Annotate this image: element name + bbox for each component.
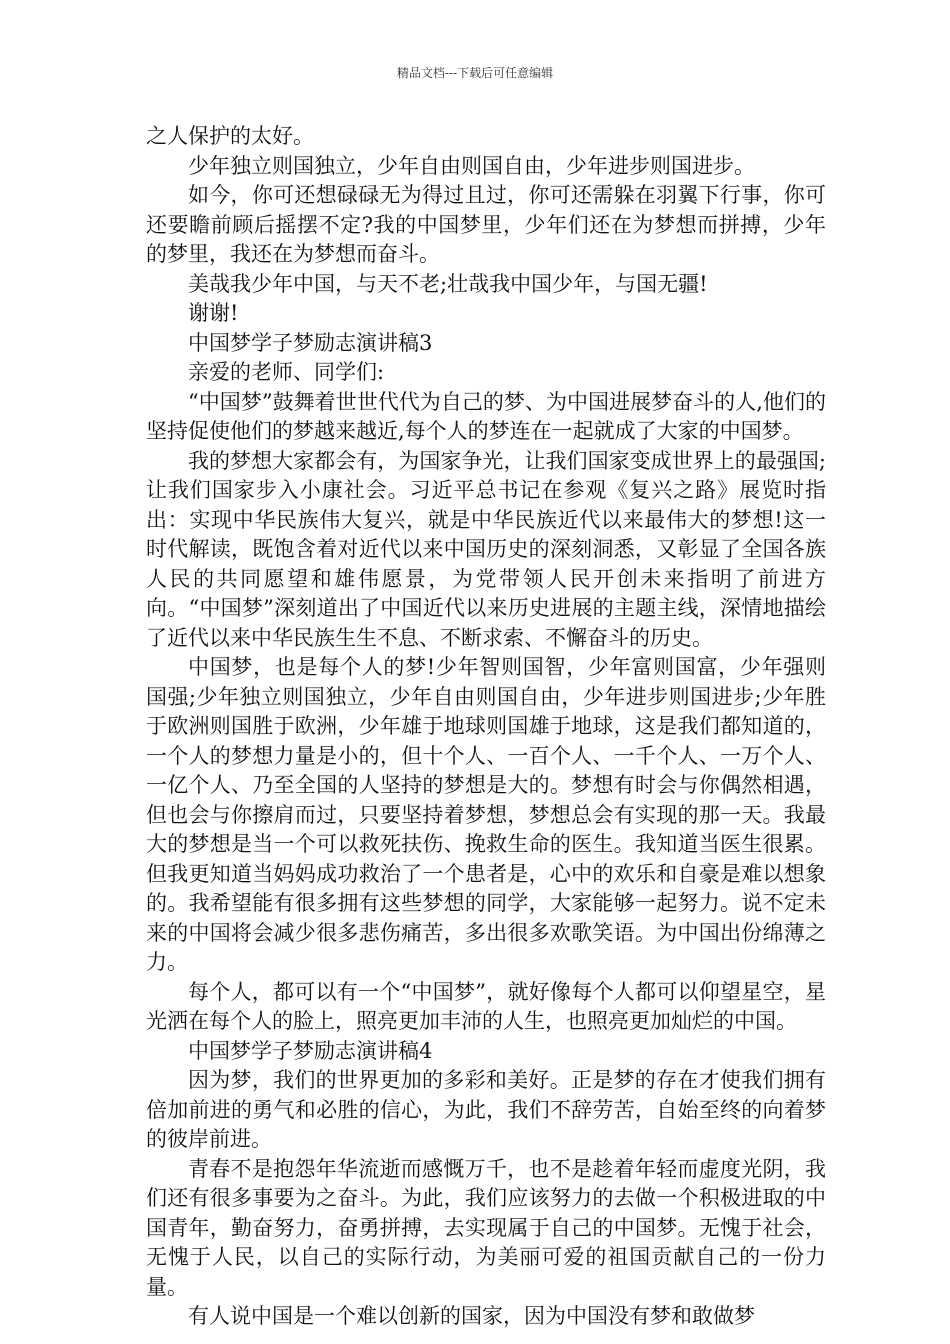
paragraph: 因为梦，我们的世界更加的多彩和美好。正是梦的存在才使我们拥有倍加前进的勇气和必胜的信心，为此，我们不辞劳苦，自始至终的向着梦的彼岸前进。: [146, 1068, 826, 1151]
section-title: 中国梦学子梦励志演讲稿4: [188, 1038, 433, 1063]
paragraph: “中国梦”鼓舞着世世代代为自己的梦、为中国进展梦奋斗的人,他们的坚持促使他们的梦越来越近,每个人的梦连在一起就成了大家的中国梦。: [146, 389, 826, 443]
paragraph: 美哉我少年中国，与天不老;壮哉我中国少年，与国无疆!: [188, 271, 708, 296]
document-body: [146, 122, 826, 1332]
paragraph: 有人说中国是一个难以创新的国家，因为中国没有梦和敢做梦: [188, 1304, 755, 1328]
page-header: 精品文档---下载后可任意编辑: [396, 66, 554, 80]
paragraph: 如今，你可还想碌碌无为得过且过，你可还需躲在羽翼下行事，你可还要瞻前顾后摇摆不定?我的中国梦里，少年们还在为梦想而拼搏，少年的梦里，我还在为梦想而奋斗。: [146, 183, 826, 266]
paragraph: 中国梦，也是每个人的梦!少年智则国智，少年富则国富，少年强则国强;少年独立则国独立，少年自由则国自由，少年进步则国进步;少年胜于欧洲则国胜于欧洲，少年雄于地球则国雄于地球，这是我们都知道的，一个人的梦想力量是小的，但十个人、一百个人、一千个人、一万个人、一亿个人、乃至全国的人坚持的梦想是大的。梦想有时会与你偶然相遇，但也会与你擦肩而过，只要坚持着梦想，梦想总会有实现的那一天。我最大的梦想是当一个可以救死扶伤、挽救生命的医生。我知道当医生很累。但我更知道当妈妈成功救治了一个患者是，心中的欢乐和自豪是难以想象的。我希望能有很多拥有这些梦想的同学，大家能够一起努力。说不定未来的中国将会减少很多悲伤痛苦，多出很多欢歌笑语。为中国出份绵薄之力。: [146, 655, 826, 974]
paragraph: 少年独立则国独立，少年自由则国自由，少年进步则国进步。: [188, 153, 755, 178]
paragraph: 每个人，都可以有一个“中国梦”，就好像每个人都可以仰望星空，星光洒在每个人的脸上，照亮更加丰沛的人生，也照亮更加灿烂的中国。: [146, 979, 826, 1033]
paragraph: 青春不是抱怨年华流逝而感慨万千，也不是趁着年轻而虚度光阴，我们还有很多事要为之奋斗。为此，我们应该努力的去做一个积极进取的中国青年，勤奋努力，奋勇拼搏，去实现属于自己的中国梦。无愧于社会，无愧于人民，以自己的实际行动，为美丽可爱的祖国贡献自己的一份力量。: [146, 1156, 826, 1299]
paragraph: 我的梦想大家都会有，为国家争光，让我们国家变成世界上的最强国;让我们国家步入小康社会。习近平总书记在参观《复兴之路》展览时指出：实现中华民族伟大复兴，就是中华民族近代以来最伟大的梦想!这一时代解读，既饱含着对近代以来中国历史的深刻洞悉，又彰显了全国各族人民的共同愿望和雄伟愿景，为党带领人民开创未来指明了前进方向。“中国梦”深刻道出了中国近代以来历史进展的主题主线，深情地描绘了近代以来中华民族生生不息、不断求索、不懈奋斗的历史。: [146, 448, 826, 650]
salutation: 亲爱的老师、同学们:: [188, 360, 385, 384]
paragraph: 之人保护的太好。: [146, 124, 314, 148]
section-title: 中国梦学子梦励志演讲稿3: [188, 330, 433, 355]
paragraph: 谢谢!: [188, 301, 239, 325]
